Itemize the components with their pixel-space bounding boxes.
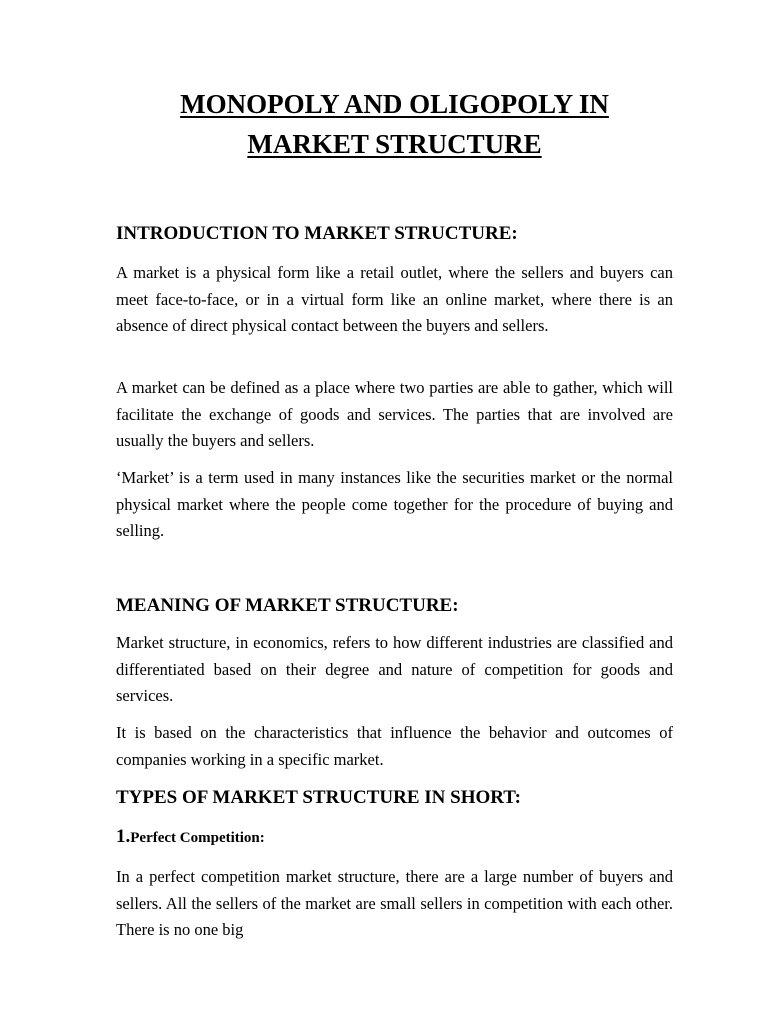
document-title	[116, 84, 673, 164]
title-line-2: MARKET STRUCTURE	[247, 129, 542, 159]
section-heading-introduction: INTRODUCTION TO MARKET STRUCTURE:	[116, 223, 518, 244]
paragraph-intro-2: A market can be defined as a place where two parties are able to gather, which will facilitate the exchange of goods and services. The parties that are involved are usually the buyers and sellers.	[116, 378, 673, 450]
paragraph-types-1: In a perfect competition market structure, there are a large number of buyers and sellers. All the sellers of the market are small sellers in competition with each other. There is no one big	[116, 867, 673, 939]
section-heading-meaning: MEANING OF MARKET STRUCTURE:	[116, 595, 459, 616]
title-line-1: MONOPOLY AND OLIGOPOLY IN	[180, 89, 609, 119]
paragraph-intro-3: ‘Market’ is a term used in many instances like the securities market or the normal physical market where the people come together for the procedure of buying and selling.	[116, 468, 673, 540]
subheading-perfect-competition	[116, 826, 265, 848]
paragraph-meaning-1: Market structure, in economics, refers to how different industries are classified and differentiated based on their degree and nature of competition for goods and services.	[116, 633, 673, 705]
paragraph-intro-1: A market is a physical form like a retail outlet, where the sellers and buyers can meet face-to-face, or in a virtual form like an online market, where there is an absence of direct physical contact between the buyers and sellers.	[116, 263, 673, 335]
section-heading-types: TYPES OF MARKET STRUCTURE IN SHORT:	[116, 787, 521, 808]
subheading-label: Perfect Competition:	[130, 830, 265, 846]
paragraph-meaning-2: It is based on the characteristics that influence the behavior and outcomes of companies working in a specific market.	[116, 723, 673, 769]
subheading-number: 1.	[116, 826, 131, 847]
